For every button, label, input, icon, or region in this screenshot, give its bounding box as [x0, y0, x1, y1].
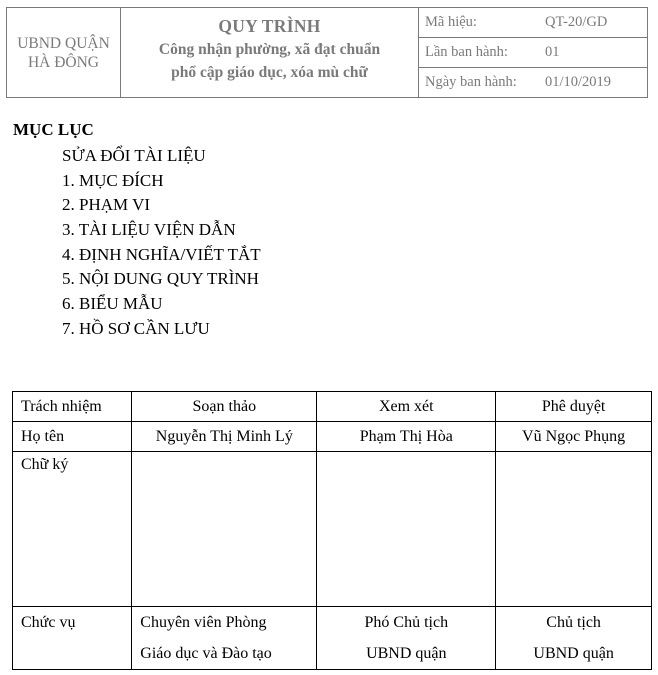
toc-item-purpose: 1. MỤC ĐÍCH — [62, 170, 164, 190]
signature-label: Chữ ký — [13, 452, 132, 607]
toc-item-references: 3. TÀI LIỆU VIỆN DẪN — [62, 220, 236, 240]
document-subtitle-line2: phổ cập giáo dục, xóa mù chữ — [171, 64, 368, 81]
position-row — [13, 607, 652, 670]
toc-item-forms: 6. BIỂU MẪU — [62, 294, 163, 314]
drafter-position-line2: Giáo dục và Đào tạo — [140, 645, 272, 662]
responsibility-header: Trách nhiệm — [13, 392, 132, 422]
document-code-cell — [419, 8, 648, 38]
drafter-position-cell — [132, 607, 317, 670]
reviewer-position-line1: Phó Chủ tịch — [364, 614, 449, 631]
drafted-by-header: Soạn thảo — [132, 392, 317, 422]
title-cell — [121, 8, 419, 98]
organization-cell — [7, 8, 121, 98]
issue-date-label: Ngày ban hành: — [425, 74, 517, 90]
reviewed-by-header: Xem xét — [317, 392, 496, 422]
toc-item-procedure: 5. NỘI DUNG QUY TRÌNH — [62, 269, 259, 289]
approval-table — [12, 391, 652, 670]
document-code-label: Mã hiệu: — [425, 14, 477, 30]
reviewer-position-line2: UBND quận — [366, 645, 447, 662]
reviewer-position-cell — [317, 607, 496, 670]
organization-name-line2: HÀ ĐÔNG — [27, 53, 100, 71]
approver-signature-cell — [496, 452, 652, 607]
approver-position-line1: Chủ tịch — [546, 614, 601, 631]
issue-date-value: 01/10/2019 — [545, 74, 612, 90]
toc-item-records: 7. HỒ SƠ CẦN LƯU — [62, 318, 210, 338]
document-code-value: QT-20/GD — [545, 14, 608, 30]
name-row — [13, 422, 652, 452]
document-header — [6, 7, 648, 98]
approver-position-line2: UBND quận — [533, 645, 614, 662]
drafter-position-line1: Chuyên viên Phòng — [140, 614, 267, 631]
issue-number-value: 01 — [545, 44, 560, 60]
reviewer-signature-cell — [317, 452, 496, 607]
issue-date-cell — [419, 68, 648, 98]
toc-item-revision: SỬA ĐỔI TÀI LIỆU — [62, 146, 206, 165]
toc-item-definitions: 4. ĐỊNH NGHĨA/VIẾT TẮT — [62, 244, 261, 264]
reviewer-name: Phạm Thị Hòa — [317, 422, 496, 452]
organization-name-line1: UBND QUẬN — [17, 34, 110, 52]
approver-name: Vũ Ngọc Phụng — [496, 422, 652, 452]
table-of-contents-title: MỤC LỤC — [13, 120, 94, 139]
drafter-signature-cell — [132, 452, 317, 607]
signature-row — [13, 452, 652, 607]
toc-item-scope: 2. PHẠM VI — [62, 195, 151, 215]
table-of-contents — [62, 144, 261, 342]
approval-header-row — [13, 392, 652, 422]
approved-by-header: Phê duyệt — [496, 392, 652, 422]
issue-number-label: Lần ban hành: — [425, 44, 508, 60]
document-subtitle-line1: Công nhận phường, xã đạt chuẩn — [158, 41, 381, 58]
approver-position-cell — [496, 607, 652, 670]
position-label: Chức vụ — [13, 607, 132, 670]
name-label: Họ tên — [13, 422, 132, 452]
issue-number-cell — [419, 38, 648, 68]
document-title: QUY TRÌNH — [218, 16, 321, 36]
drafter-name: Nguyễn Thị Minh Lý — [132, 422, 317, 452]
